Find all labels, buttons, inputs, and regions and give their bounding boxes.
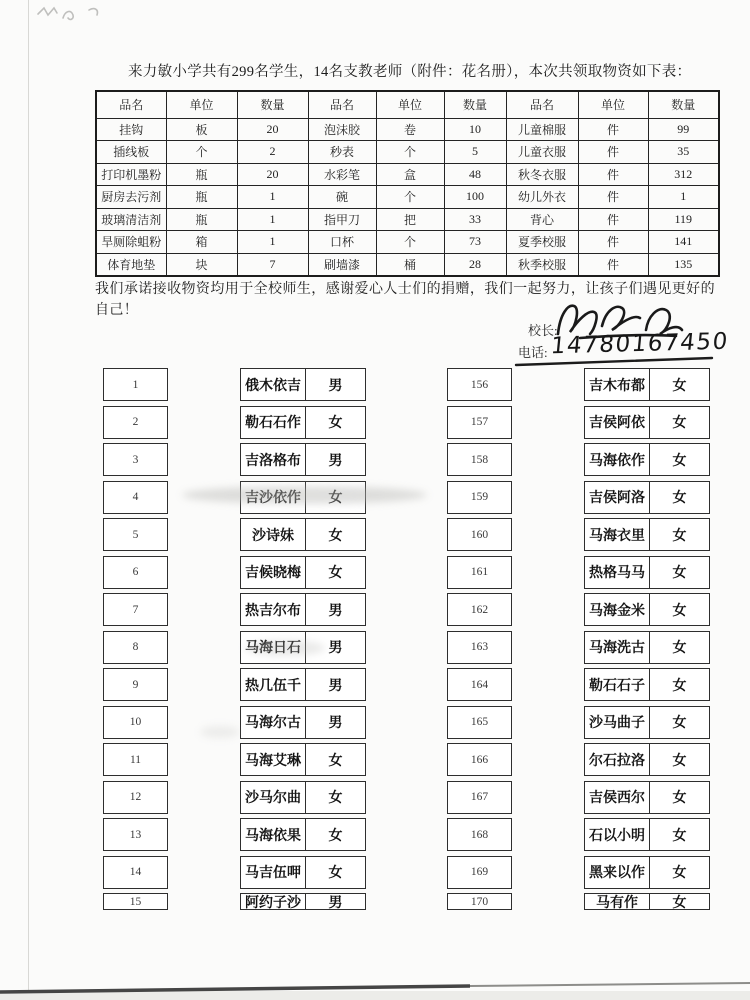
supplies-cell: 口杯 [308, 231, 376, 254]
roster-gender-cell: 女 [672, 866, 687, 881]
roster-row [447, 556, 717, 589]
supplies-header-cell: 数量 [444, 91, 506, 118]
supplies-cell: 件 [578, 231, 648, 254]
supplies-cell: 件 [578, 118, 648, 141]
roster-number-cell: 4 [103, 481, 168, 514]
pen-scribble-marks [35, 3, 105, 27]
roster-number-cell: 13 [103, 818, 168, 851]
supplies-cell: 1 [237, 231, 308, 254]
roster-redacted-cell [512, 668, 584, 701]
supplies-cell: 73 [444, 231, 506, 254]
roster-redacted-cell [168, 556, 240, 589]
roster-gender-cell: 女 [328, 416, 343, 431]
roster-name-gender-box [240, 893, 366, 910]
scan-smudge [245, 640, 325, 656]
supplies-cell: 个 [376, 141, 444, 164]
roster-redacted-cell [512, 518, 584, 551]
roster-name-gender-box [240, 443, 366, 476]
roster-name-cell: 黑来以作 [585, 857, 650, 888]
roster-name-gender-box [240, 743, 366, 776]
roster-name-cell: 马有作 [585, 894, 650, 909]
supplies-header-cell: 品名 [506, 91, 578, 118]
phone-number-handwritten: 14780167450 [549, 328, 730, 360]
roster-redacted-cell [168, 668, 240, 701]
supplies-cell: 件 [578, 208, 648, 231]
roster-number-cell: 159 [447, 481, 512, 514]
roster-row [447, 668, 717, 701]
roster-name-cell: 吉洛格布 [241, 444, 306, 475]
roster-name-gender-box [584, 406, 710, 439]
roster-name-gender-box [584, 368, 710, 401]
roster-row [447, 893, 717, 910]
supplies-cell: 背心 [506, 208, 578, 231]
supplies-cell: 把 [376, 208, 444, 231]
roster-name-gender-box [584, 593, 710, 626]
supplies-header-cell: 数量 [237, 91, 308, 118]
supplies-header-cell: 品名 [96, 91, 166, 118]
page-bottom-edge-shadow [0, 978, 750, 1000]
roster-number-cell: 9 [103, 668, 168, 701]
roster-gender-cell: 女 [672, 528, 687, 544]
supplies-cell: 儿童棉服 [506, 118, 578, 141]
supplies-row [96, 231, 719, 254]
roster-row [447, 631, 717, 664]
supplies-header-cell: 品名 [308, 91, 376, 118]
roster-row [447, 593, 717, 626]
roster-name-gender-box [240, 706, 366, 739]
supplies-cell: 碗 [308, 186, 376, 209]
roster-gender-cell: 女 [672, 378, 687, 394]
supplies-cell: 挂钩 [96, 118, 166, 141]
roster-row [103, 406, 373, 439]
roster-name-gender-box [584, 518, 710, 551]
supplies-header-cell: 单位 [166, 91, 237, 118]
roster-name-gender-box [584, 631, 710, 664]
roster-number-cell: 168 [447, 818, 512, 851]
roster-name-gender-box [584, 668, 710, 701]
roster-number-cell: 7 [103, 593, 168, 626]
roster-name-gender-box [240, 668, 366, 701]
roster-gender-cell: 男 [328, 603, 343, 619]
roster-name-gender-box [240, 518, 366, 551]
roster-row [103, 556, 373, 589]
roster-row [103, 443, 373, 476]
supplies-cell: 刷墙漆 [308, 253, 376, 276]
roster-number-cell: 2 [103, 406, 168, 439]
supplies-row [96, 118, 719, 141]
roster-table-right [447, 368, 717, 915]
supplies-cell: 体育地垫 [96, 253, 166, 276]
roster-redacted-cell [168, 781, 240, 814]
roster-row [103, 631, 373, 664]
roster-row [447, 781, 717, 814]
roster-row [103, 893, 373, 910]
roster-gender-cell: 女 [328, 491, 343, 506]
roster-gender-cell: 女 [672, 716, 687, 731]
roster-name-cell: 马海衣里 [585, 519, 650, 550]
supplies-cell: 2 [237, 141, 308, 164]
roster-redacted-cell [168, 406, 240, 439]
roster-redacted-cell [512, 743, 584, 776]
roster-name-cell: 勒石石子 [585, 669, 650, 700]
roster-redacted-cell [512, 443, 584, 476]
roster-gender-cell: 女 [672, 453, 687, 469]
roster-number-cell: 170 [447, 893, 512, 910]
roster-row [103, 743, 373, 776]
roster-gender-cell: 女 [672, 791, 687, 806]
roster-name-gender-box [240, 406, 366, 439]
principal-label: 校长: [528, 323, 558, 338]
roster-number-cell: 3 [103, 443, 168, 476]
roster-redacted-cell [168, 368, 240, 401]
roster-name-cell: 俄木依吉 [241, 369, 306, 400]
phone-label: 电话: [518, 345, 548, 360]
roster-gender-cell: 男 [328, 678, 343, 694]
supplies-cell: 1 [648, 186, 719, 209]
supplies-cell: 个 [376, 186, 444, 209]
roster-row [103, 368, 373, 401]
roster-name-gender-box [584, 443, 710, 476]
roster-gender-cell: 女 [672, 895, 687, 911]
roster-name-gender-box [240, 556, 366, 589]
supplies-cell: 个 [376, 231, 444, 254]
roster-table-left [103, 368, 373, 915]
supplies-cell: 水彩笔 [308, 163, 376, 186]
roster-gender-cell: 男 [328, 641, 343, 656]
supplies-cell: 瓶 [166, 208, 237, 231]
roster-row [103, 781, 373, 814]
roster-name-cell: 热几伍千 [241, 669, 306, 700]
roster-name-gender-box [584, 706, 710, 739]
supplies-header-cell: 单位 [578, 91, 648, 118]
roster-name-cell: 热吉尔布 [241, 594, 306, 625]
roster-name-cell: 吉候晓梅 [241, 557, 306, 588]
supplies-cell: 幼儿外衣 [506, 186, 578, 209]
supplies-table [95, 90, 720, 277]
roster-redacted-cell [512, 593, 584, 626]
roster-row [447, 743, 717, 776]
roster-name-gender-box [240, 781, 366, 814]
roster-name-cell: 吉侯西尔 [585, 782, 650, 813]
supplies-cell: 件 [578, 253, 648, 276]
supplies-cell: 打印机墨粉 [96, 163, 166, 186]
supplies-cell: 20 [237, 118, 308, 141]
supplies-row [96, 253, 719, 276]
roster-number-cell: 157 [447, 406, 512, 439]
supplies-cell: 块 [166, 253, 237, 276]
supplies-cell: 件 [578, 163, 648, 186]
roster-number-cell: 5 [103, 518, 168, 551]
roster-gender-cell: 女 [672, 603, 687, 619]
supplies-row [96, 186, 719, 209]
scan-smudge [200, 726, 240, 738]
document-title: 来力敏小学共有299名学生，14名支教老师（附件：花名册），本次共领取物资如下表： [128, 64, 692, 80]
roster-row [447, 443, 717, 476]
supplies-header-cell: 数量 [648, 91, 719, 118]
page-left-edge-shadow [28, 0, 29, 1000]
roster-row [103, 856, 373, 889]
supplies-cell: 135 [648, 253, 719, 276]
pledge-paragraph: 我们承诺接收物资均用于全校师生，感谢爱心人士们的捐赠，我们一起努力，让孩子们遇见更好的自己！ [95, 282, 715, 318]
roster-name-cell: 马海洗古 [585, 632, 650, 663]
roster-row [447, 368, 717, 401]
supplies-cell: 件 [578, 141, 648, 164]
roster-name-cell: 吉木布都 [585, 369, 650, 400]
roster-gender-cell: 女 [328, 566, 343, 581]
roster-redacted-cell [168, 818, 240, 851]
supplies-cell: 瓶 [166, 186, 237, 209]
roster-name-cell: 吉侯阿依 [585, 407, 650, 438]
roster-number-cell: 14 [103, 856, 168, 889]
supplies-cell: 7 [237, 253, 308, 276]
supplies-cell: 玻璃清洁剂 [96, 208, 166, 231]
roster-name-cell: 阿约子沙 [241, 894, 306, 909]
supplies-cell: 秒表 [308, 141, 376, 164]
roster-gender-cell: 女 [672, 641, 687, 656]
roster-redacted-cell [512, 481, 584, 514]
roster-gender-cell: 女 [672, 416, 687, 431]
supplies-cell: 旱厕除蛆粉 [96, 231, 166, 254]
supplies-cell: 20 [237, 163, 308, 186]
supplies-cell: 28 [444, 253, 506, 276]
supplies-row [96, 163, 719, 186]
roster-name-cell: 热格马马 [585, 557, 650, 588]
supplies-cell: 板 [166, 118, 237, 141]
roster-row [447, 481, 717, 514]
roster-gender-cell: 女 [328, 866, 343, 881]
roster-row [447, 706, 717, 739]
roster-name-gender-box [240, 593, 366, 626]
roster-redacted-cell [168, 743, 240, 776]
roster-row [447, 856, 717, 889]
supplies-cell: 141 [648, 231, 719, 254]
roster-name-gender-box [240, 856, 366, 889]
supplies-cell: 夏季校服 [506, 231, 578, 254]
roster-gender-cell: 女 [328, 528, 343, 544]
roster-number-cell: 158 [447, 443, 512, 476]
roster-redacted-cell [168, 856, 240, 889]
roster-name-gender-box [240, 368, 366, 401]
roster-row [103, 593, 373, 626]
roster-number-cell: 12 [103, 781, 168, 814]
roster-gender-cell: 男 [328, 895, 343, 911]
roster-gender-cell: 女 [328, 791, 343, 806]
supplies-cell: 厨房去污剂 [96, 186, 166, 209]
supplies-cell: 1 [237, 186, 308, 209]
roster-redacted-cell [168, 893, 240, 910]
supplies-cell: 个 [166, 141, 237, 164]
roster-number-cell: 162 [447, 593, 512, 626]
roster-redacted-cell [512, 856, 584, 889]
supplies-cell: 桶 [376, 253, 444, 276]
supplies-cell: 泡沫胶 [308, 118, 376, 141]
roster-number-cell: 166 [447, 743, 512, 776]
roster-gender-cell: 男 [328, 453, 343, 469]
roster-name-cell: 马海依果 [241, 819, 306, 850]
roster-gender-cell: 男 [328, 378, 343, 394]
supplies-cell: 儿童衣服 [506, 141, 578, 164]
roster-name-gender-box [584, 743, 710, 776]
roster-number-cell: 165 [447, 706, 512, 739]
roster-redacted-cell [512, 781, 584, 814]
roster-row [103, 668, 373, 701]
roster-gender-cell: 女 [672, 753, 687, 769]
roster-number-cell: 1 [103, 368, 168, 401]
supplies-row [96, 208, 719, 231]
roster-name-cell: 马海尔古 [241, 707, 306, 738]
roster-name-gender-box [584, 818, 710, 851]
roster-name-cell: 吉侯阿洛 [585, 482, 650, 513]
supplies-cell: 99 [648, 118, 719, 141]
roster-redacted-cell [168, 518, 240, 551]
roster-redacted-cell [168, 593, 240, 626]
supplies-cell: 10 [444, 118, 506, 141]
roster-number-cell: 6 [103, 556, 168, 589]
roster-row [103, 518, 373, 551]
roster-redacted-cell [512, 556, 584, 589]
roster-gender-cell: 女 [328, 753, 343, 769]
roster-number-cell: 15 [103, 893, 168, 910]
supplies-cell: 秋季校服 [506, 253, 578, 276]
roster-name-cell: 马海金米 [585, 594, 650, 625]
roster-row [103, 818, 373, 851]
roster-name-gender-box [584, 781, 710, 814]
roster-name-gender-box [584, 893, 710, 910]
supplies-cell: 盒 [376, 163, 444, 186]
supplies-cell: 箱 [166, 231, 237, 254]
roster-redacted-cell [512, 368, 584, 401]
roster-name-gender-box [584, 481, 710, 514]
supplies-cell: 100 [444, 186, 506, 209]
roster-number-cell: 156 [447, 368, 512, 401]
roster-redacted-cell [512, 893, 584, 910]
roster-name-gender-box [240, 818, 366, 851]
roster-number-cell: 164 [447, 668, 512, 701]
roster-redacted-cell [168, 631, 240, 664]
roster-name-cell: 尔石拉洛 [585, 744, 650, 775]
roster-redacted-cell [512, 706, 584, 739]
roster-row [447, 518, 717, 551]
supplies-cell: 瓶 [166, 163, 237, 186]
roster-name-gender-box [584, 556, 710, 589]
roster-number-cell: 169 [447, 856, 512, 889]
supplies-cell: 312 [648, 163, 719, 186]
supplies-cell: 119 [648, 208, 719, 231]
supplies-header-cell: 单位 [376, 91, 444, 118]
supplies-cell: 48 [444, 163, 506, 186]
roster-name-cell: 沙马尔曲 [241, 782, 306, 813]
supplies-cell: 35 [648, 141, 719, 164]
roster-redacted-cell [168, 443, 240, 476]
supplies-row [96, 141, 719, 164]
roster-number-cell: 160 [447, 518, 512, 551]
roster-redacted-cell [512, 631, 584, 664]
roster-redacted-cell [512, 406, 584, 439]
roster-gender-cell: 女 [328, 828, 343, 844]
roster-gender-cell: 女 [672, 566, 687, 581]
roster-name-cell: 马海艾琳 [241, 744, 306, 775]
roster-gender-cell: 女 [672, 491, 687, 506]
roster-number-cell: 167 [447, 781, 512, 814]
roster-name-cell: 勒石石作 [241, 407, 306, 438]
roster-redacted-cell [512, 818, 584, 851]
roster-row [447, 818, 717, 851]
roster-name-cell: 马海依作 [585, 444, 650, 475]
roster-row [447, 406, 717, 439]
roster-name-cell: 沙马曲子 [585, 707, 650, 738]
roster-number-cell: 161 [447, 556, 512, 589]
roster-name-cell: 石以小明 [585, 819, 650, 850]
supplies-cell: 指甲刀 [308, 208, 376, 231]
roster-name-cell: 马吉伍呷 [241, 857, 306, 888]
roster-name-cell: 吉沙依作 [241, 482, 306, 513]
supplies-cell: 33 [444, 208, 506, 231]
roster-gender-cell: 女 [672, 828, 687, 844]
roster-gender-cell: 女 [672, 678, 687, 694]
roster-gender-cell: 男 [328, 716, 343, 731]
supplies-cell: 插线板 [96, 141, 166, 164]
roster-number-cell: 163 [447, 631, 512, 664]
supplies-cell: 卷 [376, 118, 444, 141]
supplies-cell: 秋冬衣服 [506, 163, 578, 186]
roster-name-cell: 沙诗妹 [241, 519, 306, 550]
roster-name-cell: 马海日石 [241, 632, 306, 663]
supplies-header-row [96, 91, 719, 118]
roster-number-cell: 8 [103, 631, 168, 664]
supplies-cell: 件 [578, 186, 648, 209]
supplies-cell: 5 [444, 141, 506, 164]
scan-smudge [182, 486, 427, 504]
supplies-cell: 1 [237, 208, 308, 231]
roster-number-cell: 11 [103, 743, 168, 776]
roster-name-gender-box [584, 856, 710, 889]
roster-number-cell: 10 [103, 706, 168, 739]
